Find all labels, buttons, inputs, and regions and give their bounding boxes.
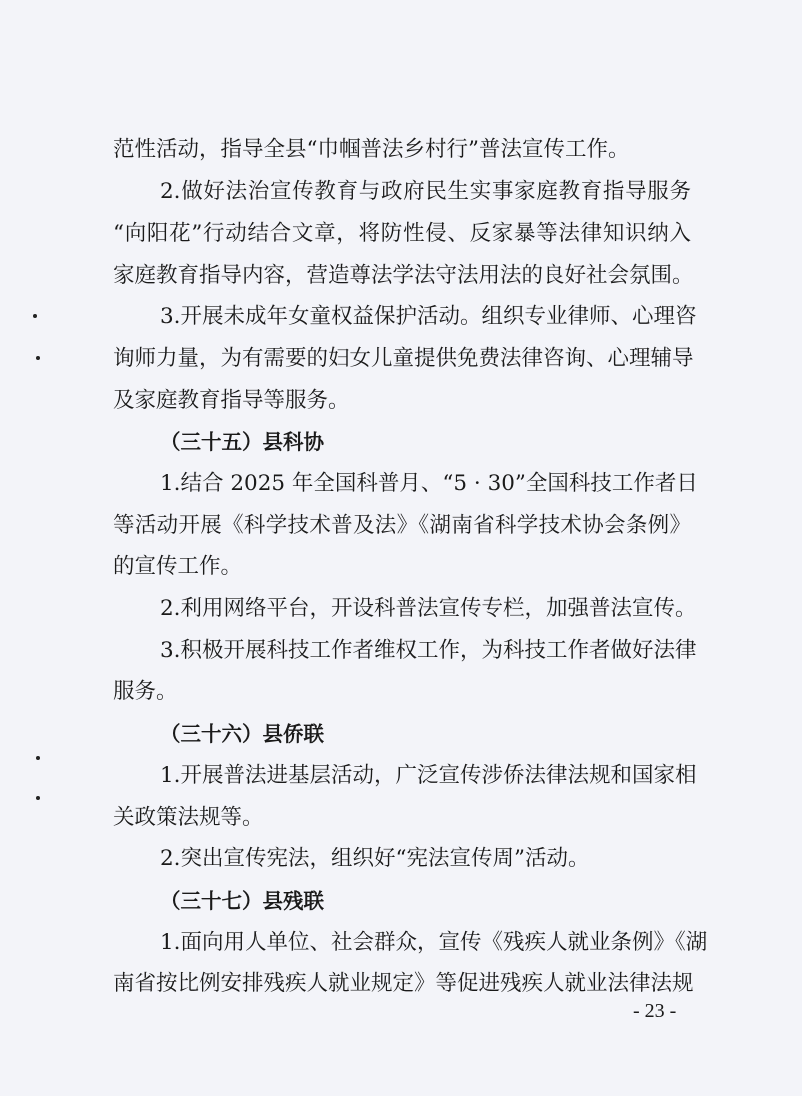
section-heading: （三十六）县侨联: [160, 722, 324, 746]
text-line: 范性活动，指导全县“巾帼普法乡村行”普法宣传工作。: [113, 137, 630, 162]
text-line: 2.利用网络平台，开设科普法宣传专栏，加强普法宣传。: [160, 596, 697, 621]
text-line: 2.突出宣传宪法，组织好“宪法宣传周”活动。: [160, 846, 590, 871]
text-line: 3.开展未成年女童权益保护活动。组织专业律师、心理咨: [160, 304, 697, 329]
text-line: 1.面向用人单位、社会群众，宣传《残疾人就业条例》《湖: [160, 930, 708, 955]
text-line: 1.开展普法进基层活动，广泛宣传涉侨法律法规和国家相: [160, 763, 697, 788]
text-line: 服务。: [113, 679, 178, 704]
text-line: 及家庭教育指导等服务。: [113, 388, 350, 413]
text-line: 1.结合 2025 年全国科普月、“5 · 30”全国科技工作者日: [160, 471, 698, 496]
text-line: 关政策法规等。: [113, 805, 264, 830]
text-line: 询师力量，为有需要的妇女儿童提供免费法律咨询、心理辅导: [113, 346, 694, 371]
binding-hole-mark: [36, 356, 40, 360]
binding-hole-mark: [36, 756, 40, 760]
binding-hole-mark: [36, 796, 40, 800]
section-heading: （三十五）县科协: [160, 430, 324, 454]
text-line: 家庭教育指导内容，营造尊法学法守法用法的良好社会氛围。: [113, 263, 694, 288]
binding-hole-mark: [33, 314, 37, 318]
text-line: 2.做好法治宣传教育与政府民生实事家庭教育指导服务: [160, 179, 691, 204]
page-number: - 23 -: [633, 1000, 677, 1022]
text-line: 等活动开展《科学技术普及法》《湖南省科学技术协会条例》: [113, 513, 691, 538]
text-line: 3.积极开展科技工作者维权工作，为科技工作者做好法律: [160, 638, 697, 663]
text-line: 的宣传工作。: [113, 554, 243, 579]
section-heading: （三十七）县残联: [160, 889, 324, 913]
text-line: 南省按比例安排残疾人就业规定》等促进残疾人就业法律法规: [113, 971, 694, 996]
text-line: “向阳花”行动结合文章，将防性侵、反家暴等法律知识纳入: [113, 221, 691, 246]
